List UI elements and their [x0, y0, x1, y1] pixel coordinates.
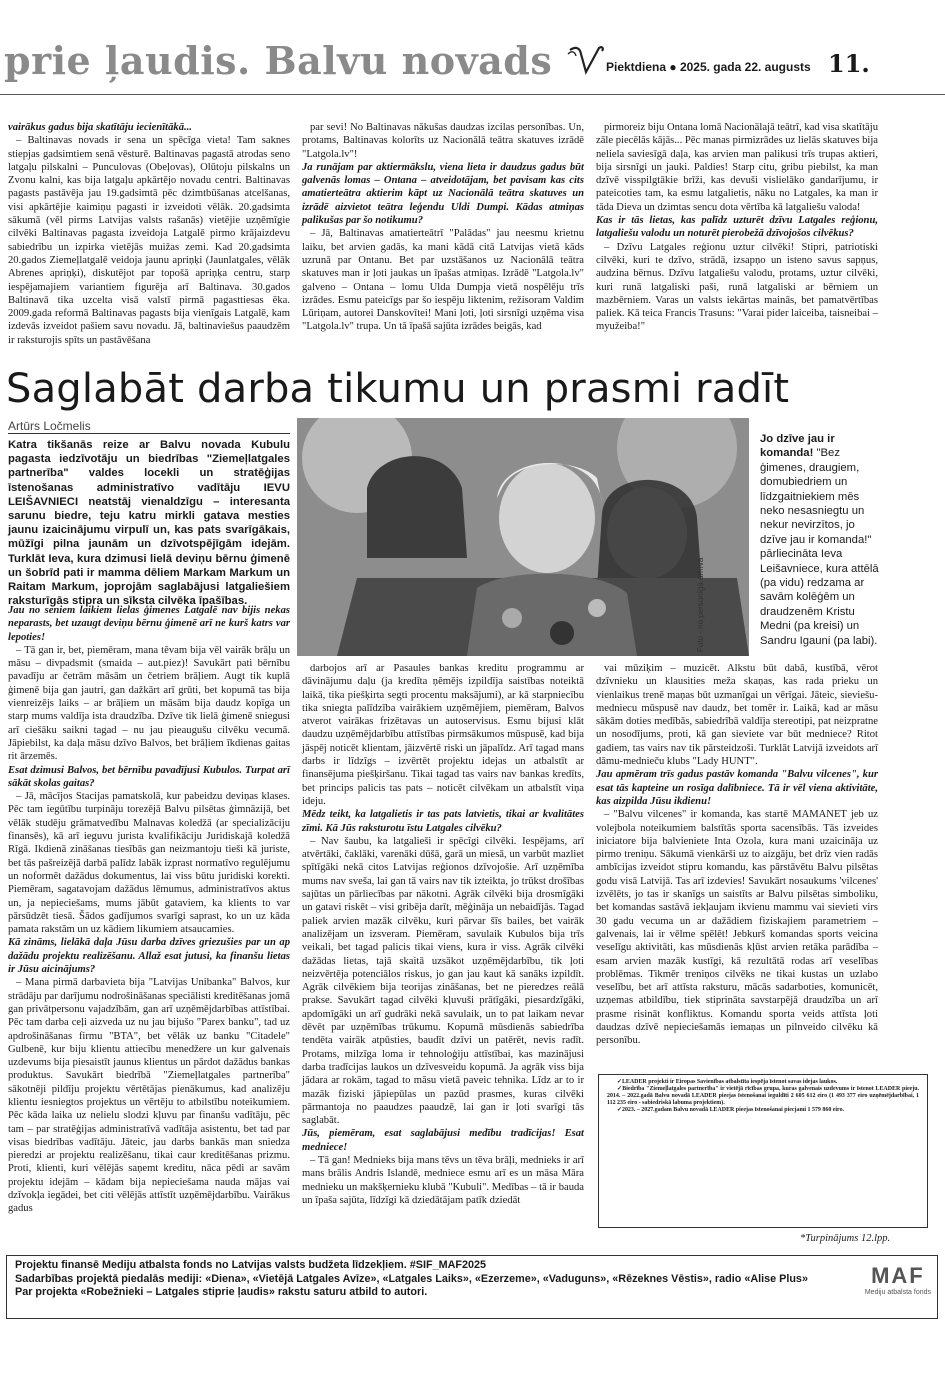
- paragraph: – Tā gan ir, bet, piemēram, mana tēvam bija vēl vairāk brāļu un māsu – divpadsmit (smaida – aut.piez)! Savukārt pati bērnību pavadīju ar četrām māsām un četriem brāļiem. Augt tik kuplā ģimenē bija gan jautri, gan dažkārt arī grūti, bet kopumā tas bija vienreizējs laiks – ar brāļiem un māsām bija daudz kopīga un starp mums valdīja ista draudzība. Dzīve tik lielā ģimenē sniegusi arī ciešāku saikni tagad – nu jau pieaugušu cilvēku vecumā. Jāpiebilst, ka daļa māsu dzīvo Balvos, bet brāļiem īkdienas gaitas rit ārzemēs.: [8, 644, 290, 763]
- interview-question: Jau apmēram trīs gadus pastāv komanda "Balvu vilcenes", kur esat tās kapteine un rosīga dalībniece. Tā ir vēl viena aktivitāte, kas aizpilda Jūsu ikdienu!: [596, 769, 878, 807]
- interview-question: Kā zināms, lielākā daļa Jūsu darba dzīves griezušies par un ap dažādu projektu realizēšanu. Allaž esat jutusi, ka finanšu lietas ir Jūsu aicinājums?: [8, 937, 290, 976]
- paragraph: – Mana pirmā darbavieta bija "Latvijas Unibanka" Balvos, kur strādāju par darījumu nodrošināšanas speciālisti kreditēšanas jomā gan privātpersonu vajadzībām, gan arī uzņēmējdarbības attīstībai. Pēc tam darba ceļi aizveda uz nu jau bijušo "Parex banku", tad uz apdrošināšanas firmu "BTA", bet vēlāk uz banku "Citadele" Gulbenē, kur biju klientu attiecību menedžere un kur galvenais uzdevums bija piesaistīt jaunus klientus un pārdot dažādus bankas produktus. Savukārt biedrībā "Ziemeļlatgales partnerība" sākotnēji pildīju projektu vērtētājas pienākumus, kad analizēju klientu iesniegtos projektus un vērtēju to atbilstību noteikumiem. Pēc kāda laika uz nelielu slodzi kļuvu par finanšu vadītāju, pēc tam – par stratēģijas administratīvā vadītāja asistentu, bet tad par visas biedrības vadītāju. Jāteic, jau darbs bankās man sniedza pieredzi ar projektu realizēšanu, tikai caur kreditēšanas prizmu. Proti, klienti, kuri vēlējās saņemt kreditu, nāca pēdi ar savām projektu idejām – kādam bija nepieciešama nauda mājas vai dzīvokļa iegādei, bet citi vēlējās attīstīt uzņēmējdarbību. Vairākus gadus: [8, 977, 290, 1215]
- paragraph: par sevi! No Baltinavas nākušas daudzas izcilas personības. Un, protams, Baltinavas kolorīts uz Nacionālā teātra skatuves izrādē "Latgola.lv"!: [302, 122, 584, 160]
- interview-question: Jūs, piemēram, esat saglabājusi medību tradīcijas! Esat medniece!: [302, 1128, 584, 1153]
- info-box-item: ✓2023. – 2027.gadam Balvu novadā LEADER pieejas īstenošanai piecjami 1 579 860 eiro.: [617, 1106, 845, 1113]
- funding-footer: [6, 1255, 938, 1319]
- page-number: 11.: [828, 49, 870, 78]
- photo-caption-text: "Bez ģimenes, draugiem, domubiedriem un līdzgaitniekiem mēs neko nesasniegtu un nekur nevirzītos, jo dzīve jau ir komanda!" pārliecināta Ieva Leišavniece, kura attēlā (pa vidu) redzama ar savām kolēģēm un draudzenēm Kristu Medni (pa kreisi) un Sandru Igauni (pa labi).: [760, 447, 879, 647]
- photo-credit: Foto - no personīgā arhīva: [696, 557, 705, 652]
- article-photo: [297, 418, 749, 656]
- leader-info-box: [598, 1074, 928, 1228]
- footer-line-2: Sadarbības projektā piedalās mediji: «Diena», «Vietējā Latgales Avīze», «Latgales Laiks», «Ezerzeme», «Vaduguns», «Rēzeknes Vēstis», radio «Alise Plus»: [15, 1272, 808, 1285]
- paragraph: – "Balvu vilcenes" ir komanda, kas startē MAMANET jeb uz volejbola noteikumiem balstītās sporta sacensībās. Tās izveides iniciatore bija balvieniete Inta Ozola, kura mani uzaicināja uz pirmo treniņu. Sākumā vienkārši uz to aizgāju, bet drīz vien radās ambīcijas izveidot stipru komandu, kas pārstāvētu Balvu pilsētas godu visā Latvijā. Tas arī izdevies! Savukārt nosaukums 'vilcenes' izvēlēts, jo tas ir skanīgs un saistīts ar Balvu pilsētas simboliku, bet komandas sastāvā iekļaujam ikvienu mammu vai sievieti virs 30 gadu vecuma un ar dažādiem fiziskajiem parametriem – galvenais, lai ir vēlme spēlēt! Jebkurš komandas sports veicina veselīgu aktivitāti, kas mūsdienās kļūst arvien retāka parādība – esam arvien mazāk kustīgi, kā rezultātā rodas arī veselības problēmas. Tikmēr treniņos cilvēks ne tikai kustas un uzlabo veselību, bet arī attīsta raksturu, mācās sadarboties, komunicēt, uzņemas atbildību, tiek stiprināta savstarpējā draudzība un arī prasme risināt konfliktus. Komandu sporta veids attīsta ļoti daudzas dzīvē nepieciešamās iemaņas un pilnveido cilvēku kā personību.: [596, 809, 878, 1047]
- byline-rule: [8, 433, 290, 434]
- paragraph: – Dzīvu Latgales reģionu uztur cilvēki! Stipri, patriotiski cilvēki, kuri te dzīvo, strādā, izsapņo un istenо savus sapņus, audzina bērnus. Dzīvu latgaliešu valodu, protams, uztur cilvēki, kuri runā latgaliski paši, runā latgaliski ar bērniem un mazbērniem. Varas un valsts iekārtas mainās, bet pamatvērtības paliek. Kā teica Francis Trasuns: "Varai pider laiceiba, taisneibai – myužeiba!": [596, 241, 878, 333]
- interview-question: Mēdz teikt, ka latgalietis ir tas pats latvietis, tikai ar kvalitātes zīmi. Kā Jūs raksturotu īstu Latgales cilvēku?: [302, 809, 584, 834]
- article-intro: Katra tikšanās reize ar Balvu novada Kubulu pagasta iedzīvotāju un biedrības "Ziemeļlatgales partnerība" valdes locekli un stratēģijas īstenošanas administratīvo vadītāju IEVU LEIŠAVNIECI neatstāj vienaldzīgu – interesanta sarunu biedre, teju katru mirkli gatava mesties jaunu izaicinājumu virpulī un, kas pats svarīgākais, mūžīgi pilna jaunām un dzīvotspējīgām idejām. Turklāt Ieva, kura dzimusi lielā deviņu bērnu ģimenē un šobrīd pati ir mamma dēliem Markam Markum un Raitam Markum, joprojām saglabājusi latgaliešiem raksturīgās stipra un sīksta cilvēka īpašības.: [8, 439, 290, 608]
- footer-line-3: Par projekta «Robežnieki – Latgales stiprie ļaudis» rakstu saturu atbild to autori.: [15, 1286, 428, 1299]
- footer-line-1: Projektu finansē Mediju atbalsta fonds no Latvijas valsts budžeta līdzekļiem. #SIF_MAF2025: [15, 1259, 486, 1271]
- paragraph: – Tā gan! Mednieks bija mans tēvs un tēva brāļi, mednieks ir arī mans brālis Andris Islandē, medniece esmu arī es un māsa Māra mednieku un makšķernieku klubā "Kubuli". Medības – tā ir bauda un īpaša sajūta, līdzīgi kā dziedātājam patīk dziedāt: [302, 1154, 584, 1206]
- issue-date: Piektdiena ● 2025. gada 22. augusts: [606, 60, 811, 74]
- section-title: prie ļaudis. Balvu novads: [4, 38, 553, 83]
- header-divider: [0, 94, 945, 95]
- interview-question: Ja runājam par aktiermākslu, viena lieta ir daudzus gadus būt galvenās lomas – Ontana – atveidotājam, bet pavisam kas cits amatierteātra aktierim kāpt uz Nacionālā teātra skatuves un izrādē aizvietot teātra leģendu Uldi Dumpi. Kādas atmiņas palikušas par šo notikumu?: [302, 161, 584, 227]
- paragraph: – Baltinavas novads ir sena un spēcīga vieta! Tam saknes stiepjas gadsimtiem senā vēsturē. Baltinavas pagastā atrodas seno latgaļu pilskalni – Punculovas (Obeļovas), Olūtoju pilskalns un Zvonu kalni, kas bija latgaļu apkārtējo novadu centri. Baltinavas pagasts pastāvēja jau 19.gadsimtā pēc dzimtbūšanas atcelšanas, visi apkārtējie kaimiņu pagasti ir izveidoti vēlāk. 20.gadsimta sākumā (vēl pirms Latvijas valsts rašanās) vietējie uzņēmīgie cilvēki Baltinavas pagasta izveidoja Latgalē pirmo krājaizdevu sabiedrību un izpirka vietējās muižas zemi. Kad 20.gadsimta 20.gados Ziemeļlatgalē veidoja jaunu apriņķi (Jaunlatgales, vēlāk Abrenes apriņķi), diskutējot par topošā apriņķa centru, starp iespējamajiem variantiem figurēja arī Baltinava. 30.gados Baltinavā tika uzcelta visā valstī pirmā pagasttiesas ēka. 2009.gada reformā Baltinavas pagasts bija vienīgais Latgalē, kam izdevās izveidot pašiem savu novadu. Jā, baltinaviešus paaudzēm ir raksturojis spīts un pastāvēšana: [8, 135, 290, 346]
- top-column-1: [8, 121, 290, 347]
- interview-question: Kas ir tās lietas, kas palīdz uzturēt dzīvu Latgales reģionu, latgaliešu valodu un noturēt pierobežā dzīvojošos cilvēkus?: [596, 215, 878, 240]
- top-column-2: [302, 121, 584, 334]
- maf-logo-subtitle: Mediju atbalsta fonds: [864, 1289, 931, 1296]
- article-column-3: [596, 662, 878, 1048]
- article-column-2: [302, 662, 584, 1207]
- article-byline: Artūrs Ločmelis: [8, 419, 91, 433]
- paragraph: – Nav šaubu, ka latgalieši ir spēcīgi cilvēki. Iespējams, arī atvērtāki, čaklāki, varenāki dūšā, garā un miesā, un varbūt mazliet spītīgāki nekā citos Latvijas reģionos dzīvojošie. Arī uzņēmība mums nav sveša, lai gan tā vairs nav tik izteikta, jo trūkst drošības sajūtas un pārliecības par nākotni. Agrāk cilvēki bija drosmīgāki un gatavi riskēt – visi gribēja darīt, mēģināja un nebaidījās. Tagad paliek arvien mazāk cilvēku, kuri pārvar šīs bailes, bet vairāk analizējam un izsveram. Piemēram, savulaik Kubulos bija trīs veikali, bet tagad palicis tikai viens, kura ir viss. Agrāk cilvēki dažādas lietas, tajā skaitā uzsākot uzņēmējdarbību, tik ļoti neizvērtēja potenciālos riskus, jo gan jau kaut kā sanāks izpildīt. Agrāk cilvēkiem bija teorijas zināšanas, bet ne pieredzes reālā prakse. Savukārt tagad cilvēki kļuvuši prātīgāki, piesardzīgāki, apdomīgāki un arī gudrāki nekā savulaik, un to pat laikam nevar dēvēt par uzņēmības trūkumu. Kopumā mūsdienās sabiedrība tendēta vairāk atpūsties, baudīt dzīvi un patērēt, nevis radīt. Protams, milzīga loma ir tehnoloģiju attīstībai, kas mazinājusi darba tradīcijas laukos un dzīvesveidu kopumā. Ja agrāk viss bija jādara ar rokām, tagad to māsu vietā paveic tehnika. Līdz ar to ir mazāk fiziski jāpiepūlas un pazūd prasmes, kuras cilvēki pārmantoja no paaudzes paaudzē, lai gan ir ļoti svarīgi tās saglabāt.: [302, 835, 584, 1127]
- photo-caption: [760, 432, 880, 648]
- maf-logo-text: MAF: [871, 1263, 925, 1288]
- paragraph: – Jā, Baltinavas amatierteātrī "Palādas" jau neesmu krietnu laiku, bet arvien gadās, ka mani kādā citā Latvijas vietā kāds uzrunā par Ontanu. Bet par uzstāšanos uz Nacionālā teātra skatuves man ir ļoti jaukas un īpašas atmiņas. Izrādē "Latgola.lv" galveno – Ontana – lomu Uldа Dumpja vietā nospēlēju trīs izrādes. Esmu pateicīgs par šo iespēju liktenim, režisoram Valdim Lūriņam, autorei Danskovītei! Mani ļoti, ļoti sirsnīgi uzņēma visa "Latgola.lv" trupa. Un tā īpašā sajūta izrādes beigās, kad: [302, 228, 584, 333]
- interview-question: Esat dzimusi Balvos, bet bērnību pavadījusi Kubulos. Turpat arī sākāt skolas gaitas?: [8, 764, 290, 789]
- paragraph: vai mūziķim – muzicēt. Alkstu būt dabā, kustībā, vērot dzīvnieku un klausities meža skaņas, kas rada prieku un vienlaikus trenē maņas būt uzmanīgai un vērīgai. Jāteic, sieviešu-medniecu mūspusē nav daudz, bet tomēr ir. Laikā, kad ar māsu sākām doties medībās, sabiedrībā valdīja stereotipi, pat neizpratne un nosodījums, proti, kā gan sieviete var būt medniece? Ritot gadiem, tas vairs nav tik pārsteidzoši. Turklāt Latvijā izveidots arī dāmu-mednieču klubs "Lady HUNT".: [596, 663, 878, 768]
- continued-note: *Turpinājums 12.lpp.: [800, 1233, 891, 1244]
- paragraph: – Jā, mācījos Stacijas pamatskolā, kur pabeidzu deviņas klases. Pēc tam iegūtību turpināju torezējā Balvu pilsētas ģimnāzijā, bet vēlāk studēju grāmatvedību Malnavas koledžā (ar specializāciju finansēs), kā arī ieguvu juristа kvalifikāciju Juridiskajā koledžā Rīgā. Ikdienā zināšanas tiesībās gan neizmantoju tieši kā juriste, bet tās pašreizējā darbā palīdz labāk izprast normatīvo regulējumu un noformēt dažādus dokumentus, lai viss būtu juridiski korekti. Piemēram, sagatavojam dažādus lēmumus, administratīvos aktus un, ja nepieciešams, mums jābūt gataviem, ka klients to var pārsūdzēt tiesā. Šādos gadījumos svarīgi saprast, ko un uz kāda pamata rakstām un uz kādiem likumiem atsaucamies.: [8, 791, 290, 936]
- top-column-3: [596, 121, 878, 334]
- interview-question: vairākus gadus bija skatītāju iecienītākā...: [8, 122, 192, 133]
- article-column-1: [8, 604, 290, 1216]
- paragraph: darbojos arī ar Pasaules bankas kreditu programmu ar dāvinājumu daļu (ja kredīta ņēmējs izpildīja saistības noteiktā laikā, tika piešķirta segti procentu maksājumi), ar kā starpniecību tika sniegta palīdzība vairākiem uzņēmējiem, piemēram, Balvos atverot vairākas frizētavas un autoservisus. Esmu bijusi klāt daudzu uzņēmējdarbību attīstības pirmsākumos mūspusē, kad bija jāspēj noticēt klientam, jāizvērtē riski un jāpalīdz. Arī tagad mans darbs ir līdzīgs – izvērtēt projektu idejas un atbalstīt ar finansējuma piešķiršanu. Tikai tagad tas vairs nav bankas kredīts, bet princips palicis tas pats – noticēt cilvēkam un atbalstīt viņa ideju.: [302, 663, 584, 807]
- newspaper-logo-icon: [566, 44, 606, 83]
- maf-logo: [865, 1263, 931, 1296]
- photo-caption-lead: Jo dzīve jau ir komanda!: [760, 433, 835, 460]
- paragraph: pirmoreiz biju Ontana lomā Nacionālajā teātrī, kad visa skatītāju zāle piecēlās kājās... Pēc manas pirmizrādes uz lielās skatuves bija neliela saviesīgā daļa, kas arvien man palikusi trīs trupas aktieri, bija sirsnīgi un jauki. Paldies! Starp citu, gribu piebilst, ka man dzīvē visspilgtākie brīži, kas devuši vislielāko gandarījumu, ir pateicoties tam, ka esmu latgalietis, nāku no Latgales, ka man ir tāda Dieva un dzimtas sencu dota vērtība kā latgaliešu valoda!: [596, 122, 878, 213]
- info-box-item: ✓Biedrība "Ziemeļlatgales partnerība" ir vietējā rīcības grupa, kuras galvenais uzdevums ir īstenot LEADER pieeju. 2014. – 2022.gadā Balvu novadā LEADER pieejas īstenošanai ieguldīti 2 605 612 eiro (1 493 377 eiro uzņēmējdarbībai, 1 112 235 eiro - sabiedriskā labuma projektiem).: [607, 1085, 919, 1106]
- info-box-item: ✓LEADER projekti ir Eiropas Savienības atbalstīta iespēja īstenot savas idejas laukos.: [617, 1079, 838, 1085]
- article-headline: Saglabāt darba tikumu un prasmi radīt: [6, 366, 790, 412]
- interview-question: Jau no seniem laikiem lielas ģimenes Latgalē nav bijis nekas neparasts, bet uzaugt deviņu bērnu ģimenē arī ne kurš katrs var lepoties!: [8, 605, 290, 643]
